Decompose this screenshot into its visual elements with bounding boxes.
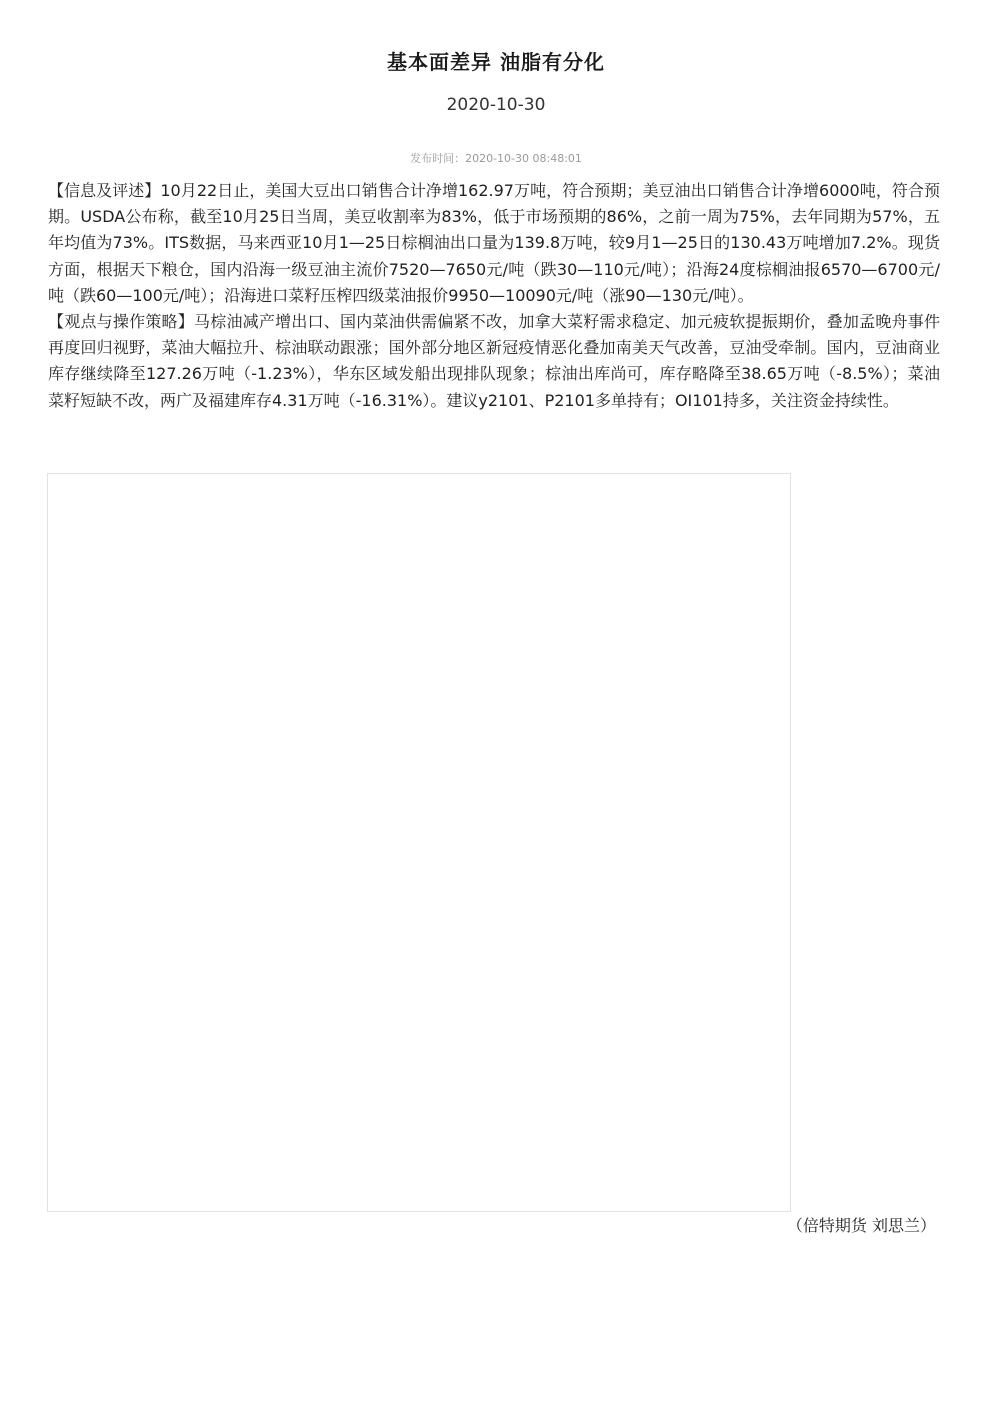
author-credit: （倍特期货 刘思兰）	[786, 1216, 936, 1235]
article-body	[48, 178, 940, 414]
article-date: 2020-10-30	[446, 95, 546, 115]
publish-time: 发布时间：2020-10-30 08:48:01	[410, 152, 582, 165]
image-placeholder	[47, 473, 791, 1212]
article-title: 基本面差异 油脂有分化	[387, 50, 605, 74]
info-paragraph: 【信息及评述】10月22日止，美国大豆出口销售合计净增162.97万吨，符合预期；美豆油出口销售合计净增6000吨，符合预期。USDA公布称，截至10月25日当周，美豆收割率为83%，低于市场预期的86%，之前一周为75%，去年同期为57%，五年均值为73%。ITS数据，马来西亚10月1—25日棕榈油出口量为139.8万吨，较9月1—25日的130.43万吨增加7.2%。现货方面，根据天下粮仓，国内沿海一级豆油主流价7520—7650元/吨（跌30—110元/吨）；沿海24度棕榈油报6570—6700元/吨（跌60—100元/吨）；沿海进口菜籽压榨四级菜油报价9950—10090元/吨（涨90—130元/吨）。	[48, 181, 940, 305]
strategy-paragraph: 【观点与操作策略】马棕油减产增出口、国内菜油供需偏紧不改，加拿大菜籽需求稳定、加元疲软提振期价，叠加孟晚舟事件再度回归视野，菜油大幅拉升、棕油联动跟涨；国外部分地区新冠疫情恶化叠加南美天气改善，豆油受牵制。国内，豆油商业库存继续降至127.26万吨（-1.23%），华东区域发船出现排队现象；棕油出库尚可，库存略降至38.65万吨（-8.5%）；菜油菜籽短缺不改，两广及福建库存4.31万吨（-16.31%）。建议y2101、P2101多单持有；OI101持多，关注资金持续性。	[48, 312, 940, 410]
